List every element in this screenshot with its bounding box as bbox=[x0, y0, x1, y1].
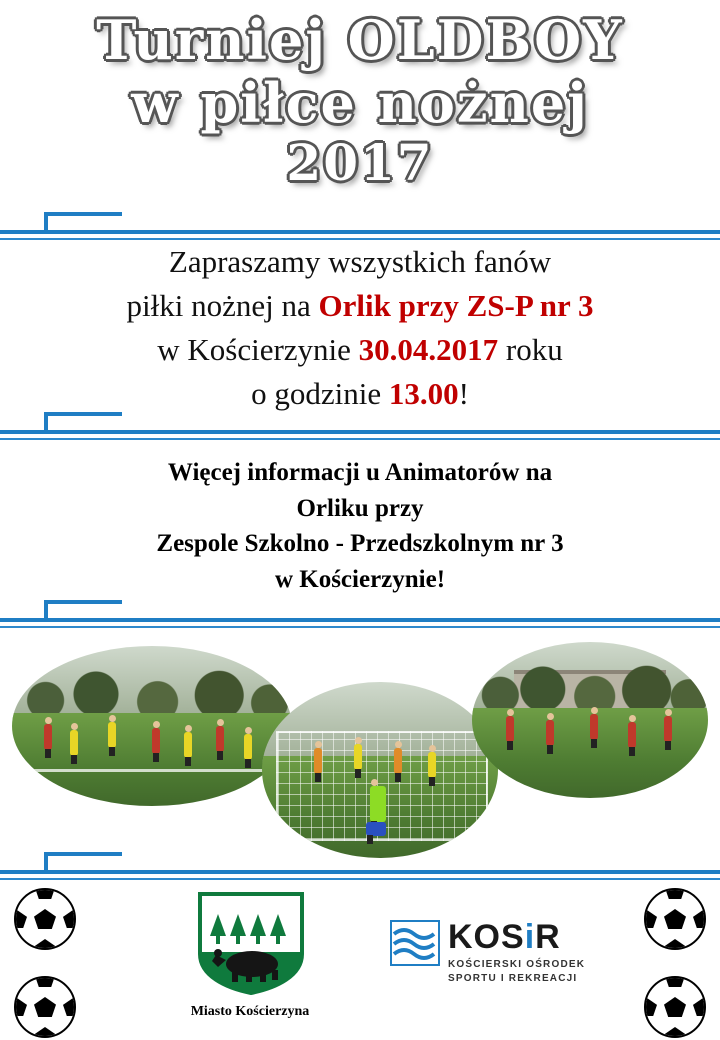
photo-player bbox=[546, 720, 554, 746]
ball-patch bbox=[35, 976, 55, 987]
ball-patch bbox=[693, 910, 706, 928]
photo-player bbox=[244, 734, 252, 760]
kosir-word-dot: i bbox=[524, 918, 536, 956]
player-head bbox=[507, 709, 514, 716]
ball-patch bbox=[665, 976, 685, 987]
kosir-word-part-2: R bbox=[535, 918, 561, 956]
player-head bbox=[217, 719, 224, 726]
invitation-line-4-pre: o godzinie bbox=[251, 376, 389, 412]
ball-patch bbox=[35, 1027, 55, 1038]
kosir-word-part-1: KOS bbox=[448, 918, 525, 956]
photo-player bbox=[216, 726, 224, 752]
kosir-logo bbox=[390, 918, 640, 998]
invitation-line-1: Zapraszamy wszystkich fanów bbox=[168, 244, 552, 279]
soccer-ball-icon bbox=[14, 888, 76, 950]
photo-player bbox=[70, 730, 78, 756]
photo-match-right bbox=[472, 642, 708, 798]
invitation-date-highlight: 30.04.2017 bbox=[358, 332, 499, 368]
photo-player bbox=[354, 744, 362, 770]
info-line-3: Zespole Szkolno - Przedszkolnym nr 3 bbox=[156, 530, 564, 557]
divider-bar-thick-3 bbox=[0, 618, 720, 622]
photo-goalkeeper-center bbox=[262, 682, 498, 858]
city-coat-of-arms-icon bbox=[196, 890, 306, 996]
photo-pitch-line bbox=[12, 769, 292, 772]
photo-player bbox=[590, 714, 598, 740]
invitation-line-3 bbox=[0, 328, 720, 372]
invitation-line-2 bbox=[0, 284, 720, 328]
soccer-ball-icon bbox=[14, 976, 76, 1038]
photo-player bbox=[394, 748, 402, 774]
photo-player bbox=[152, 728, 160, 754]
ball-patch bbox=[665, 1027, 685, 1038]
player-head bbox=[371, 779, 378, 786]
info-line-4: w Kościerzynie! bbox=[274, 565, 446, 593]
invitation-line-2-pre: piłki nożnej na bbox=[126, 288, 319, 324]
photo-player bbox=[44, 724, 52, 750]
poster-title bbox=[0, 8, 720, 193]
ball-patch bbox=[664, 909, 686, 929]
soccer-ball-icon bbox=[644, 976, 706, 1038]
player-head bbox=[547, 713, 554, 720]
player-head bbox=[395, 741, 402, 748]
photo-player bbox=[108, 722, 116, 748]
player-head bbox=[153, 721, 160, 728]
photo-player bbox=[506, 716, 514, 742]
ball-patch bbox=[14, 998, 27, 1016]
ball-patch bbox=[34, 997, 56, 1017]
kosir-subtitle-line-1: KOŚCIERSKI OŚRODEK bbox=[448, 959, 586, 970]
invitation-text bbox=[0, 240, 720, 416]
poster-footer bbox=[0, 872, 720, 1040]
invitation-line-4-post: ! bbox=[458, 376, 469, 412]
ball-patch bbox=[644, 910, 657, 928]
ball-patch bbox=[664, 997, 686, 1017]
divider-rule-top bbox=[0, 212, 720, 238]
info-text bbox=[0, 455, 720, 597]
player-head bbox=[109, 715, 116, 722]
ball-patch bbox=[35, 888, 55, 899]
player-head bbox=[429, 745, 436, 752]
player-head bbox=[629, 715, 636, 722]
photo-goalkeeper bbox=[370, 786, 386, 822]
player-head bbox=[45, 717, 52, 724]
divider-rule-middle bbox=[0, 412, 720, 438]
ball-patch bbox=[34, 909, 56, 929]
ball-patch bbox=[63, 910, 76, 928]
soccer-ball-icon bbox=[644, 888, 706, 950]
invitation-line-4 bbox=[0, 372, 720, 416]
player-head bbox=[315, 741, 322, 748]
divider-bar-thin-2 bbox=[0, 438, 720, 440]
player-head bbox=[245, 727, 252, 734]
ball-patch bbox=[693, 998, 706, 1016]
player-head bbox=[185, 725, 192, 732]
city-caption: Miasto Kościerzyna bbox=[190, 1004, 310, 1019]
title-line-3: 2017 bbox=[286, 133, 434, 193]
player-head bbox=[355, 737, 362, 744]
title-line-2: w piłce nożnej bbox=[131, 70, 589, 135]
photo-match-left bbox=[12, 646, 292, 806]
ball-patch bbox=[63, 998, 76, 1016]
photo-player bbox=[664, 716, 672, 742]
divider-rule-photos bbox=[0, 600, 720, 626]
ball-patch bbox=[35, 939, 55, 950]
title-line-1: Turniej OLDBOY bbox=[96, 8, 624, 72]
player-head bbox=[665, 709, 672, 716]
photo-strip bbox=[0, 634, 720, 862]
invitation-time-highlight: 13.00 bbox=[388, 376, 459, 412]
info-line-2: Orliku przy bbox=[296, 494, 424, 522]
invitation-venue-highlight: Orlik przy ZS-P nr 3 bbox=[318, 288, 594, 324]
divider-bar-thick bbox=[0, 230, 720, 234]
ball-patch bbox=[14, 910, 27, 928]
photo-player bbox=[628, 722, 636, 748]
ball-patch bbox=[644, 998, 657, 1016]
player-head bbox=[591, 707, 598, 714]
ball-patch bbox=[665, 888, 685, 899]
invitation-line-3-post: roku bbox=[498, 332, 563, 368]
photo-goalkeeper-legs bbox=[366, 822, 386, 836]
photo-player bbox=[314, 748, 322, 774]
kosir-subtitle bbox=[448, 958, 585, 985]
kosir-waves-icon bbox=[390, 920, 440, 966]
photo-player bbox=[184, 732, 192, 758]
info-line-1: Więcej informacji u Animatorów na bbox=[167, 459, 553, 486]
kosir-subtitle-line-2: SPORTU I REKREACJI bbox=[448, 972, 578, 984]
photo-player bbox=[428, 752, 436, 778]
divider-bar-thick-2 bbox=[0, 430, 720, 434]
divider-bar-thin-3 bbox=[0, 626, 720, 628]
invitation-line-3-pre: w Kościerzynie bbox=[157, 332, 359, 368]
player-head bbox=[71, 723, 78, 730]
ball-patch bbox=[665, 939, 685, 950]
kosir-wordmark bbox=[448, 918, 561, 957]
